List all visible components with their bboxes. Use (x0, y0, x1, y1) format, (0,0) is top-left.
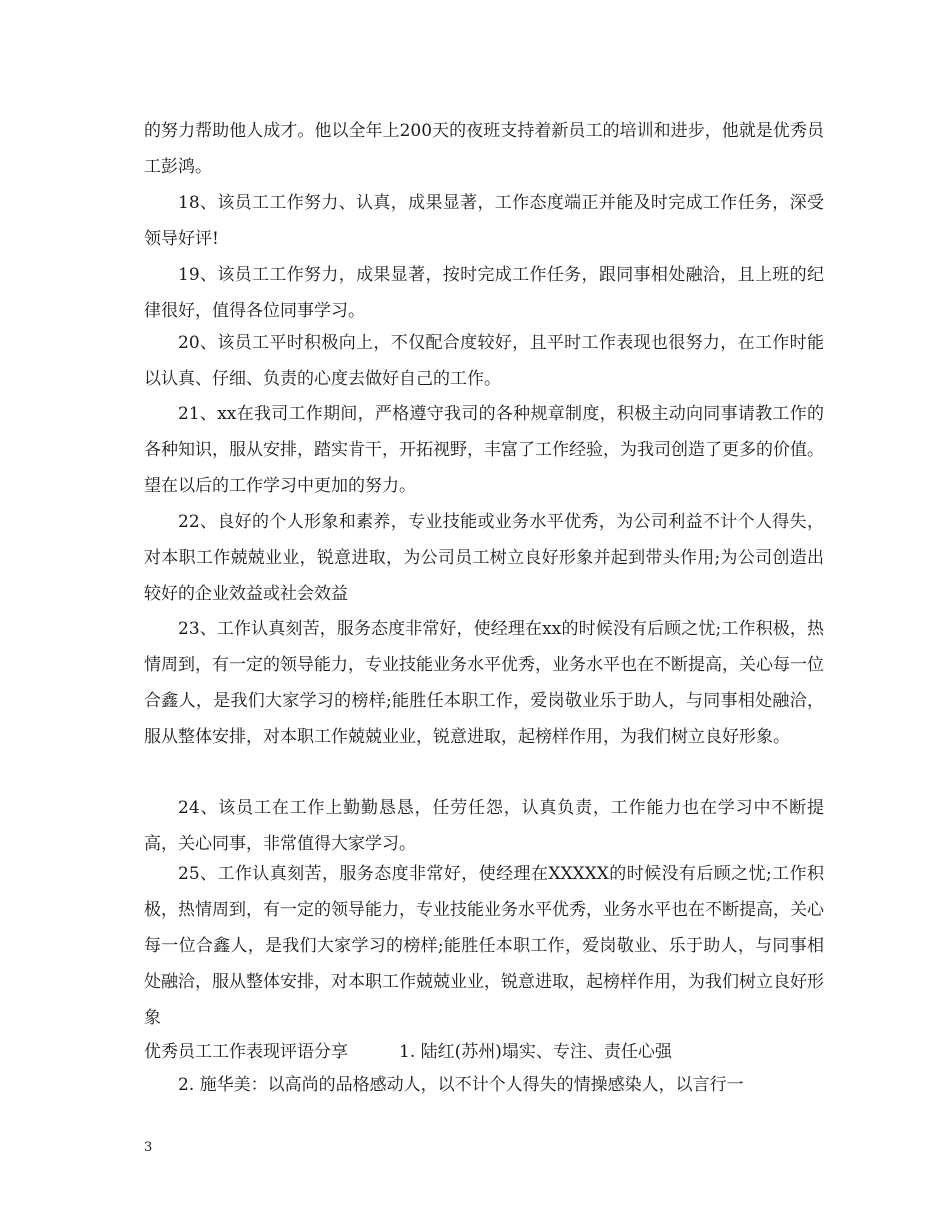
paragraph-21: 21、xx在我司工作期间，严格遵守我司的各种规章制度，积极主动向同事请教工作的各种知识，服从安排，踏实肯干，开拓视野，丰富了工作经验，为我司创造了更多的价值。望在以后的工作学习中更加的努力。 (144, 404, 824, 496)
section-heading: 优秀员工工作表现评语分享 1. 陆红(苏州)塌实、专注、责任心强 (144, 1042, 672, 1062)
paragraph-2: 2. 施华美：以高尚的品格感动人，以不计个人得失的情操感染人，以言行一 (178, 1075, 744, 1095)
paragraph-25: 25、工作认真刻苦，服务态度非常好，使经理在XXXXX的时候没有后顾之忧;工作积极，热情周到，有一定的领导能力，专业技能业务水平优秀，业务水平也在不断提高，关心每一位合鑫人，是我们大家学习的榜样;能胜任本职工作，爱岗敬业、乐于助人，与同事相处融洽，服从整体安排，对本职工作兢兢业业，锐意进取，起榜样作用，为我们树立良好形象 (144, 864, 824, 1028)
paragraph-20: 20、该员工平时积极向上，不仅配合度较好，且平时工作表现也很努力，在工作时能以认真、仔细、负责的心度去做好自己的工作。 (144, 333, 824, 389)
paragraph-23: 23、工作认真刻苦，服务态度非常好，使经理在xx的时候没有后顾之忧;工作积极，热情周到，有一定的领导能力，专业技能业务水平优秀，业务水平也在不断提高，关心每一位合鑫人，是我们大家学习的榜样;能胜任本职工作，爱岗敬业乐于助人，与同事相处融洽，服从整体安排，对本职工作兢兢业业，锐意进取，起榜样作用，为我们树立良好形象。 (144, 619, 824, 747)
paragraph-22: 22、良好的个人形象和素养，专业技能或业务水平优秀，为公司利益不计个人得失，对本职工作兢兢业业，锐意进取，为公司员工树立良好形象并起到带头作用;为公司创造出较好的企业效益或社会效益 (144, 512, 824, 604)
paragraph-24: 24、该员工在工作上勤勤恳恳，任劳任怨，认真负责，工作能力也在学习中不断提高，关心同事，非常值得大家学习。 (144, 798, 824, 854)
paragraph-19: 19、该员工工作努力，成果显著，按时完成工作任务，跟同事相处融洽，且上班的纪律很好，值得各位同事学习。 (144, 265, 824, 321)
paragraph-18: 18、该员工工作努力、认真，成果显著，工作态度端正并能及时完成工作任务，深受领导好评! (144, 193, 824, 249)
page-number: 3 (144, 1140, 153, 1155)
paragraph-continuation: 的努力帮助他人成才。他以全年上200天的夜班支持着新员工的培训和进步，他就是优秀员工彭鸿。 (144, 121, 824, 177)
